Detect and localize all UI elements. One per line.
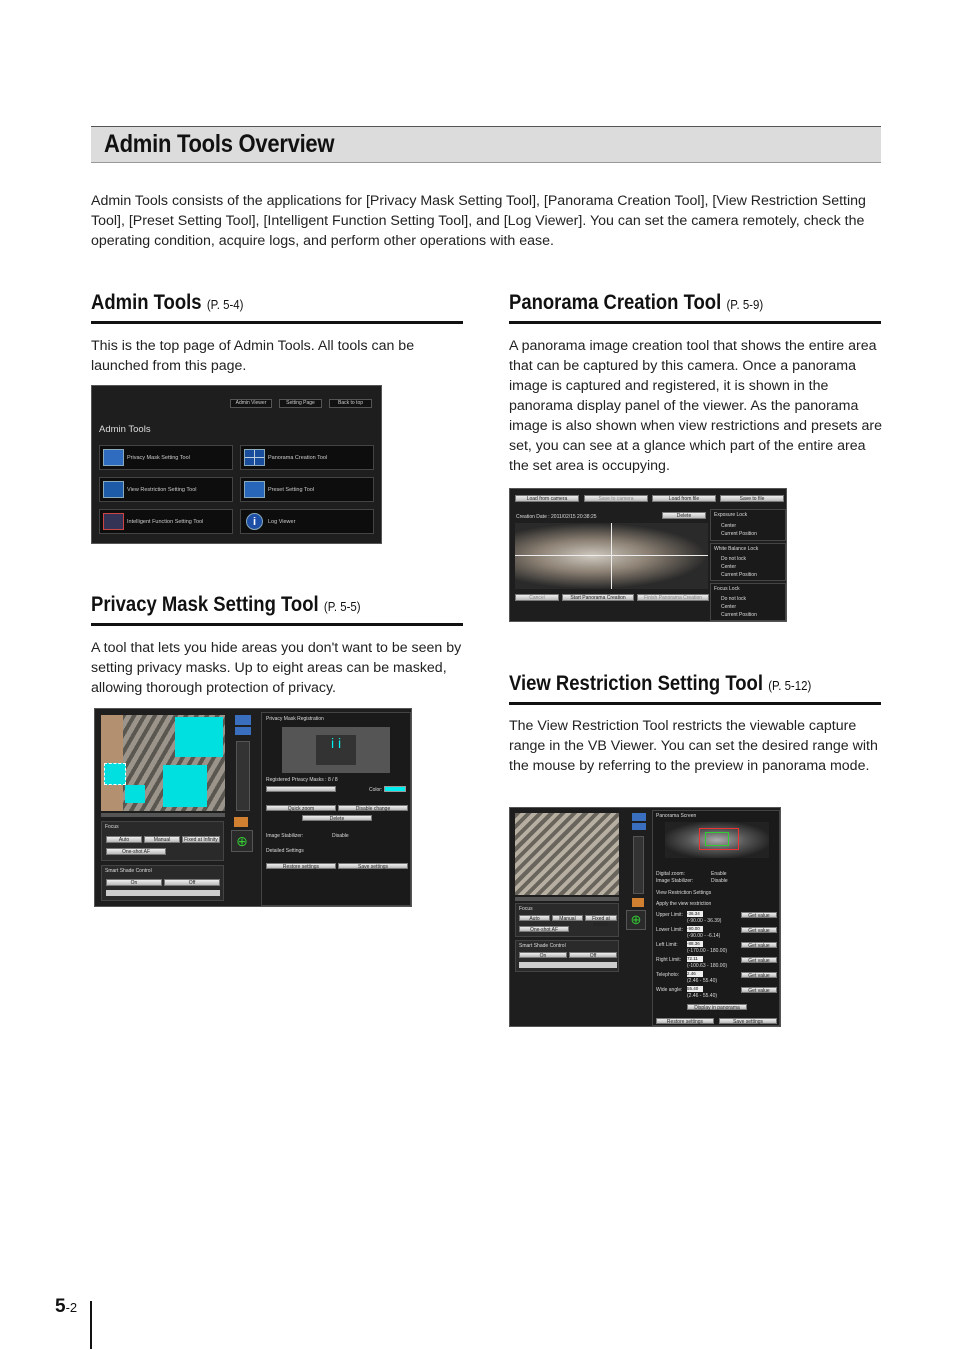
crosshair-icon[interactable]: ⊕ <box>626 910 646 930</box>
restriction-row <box>653 911 781 925</box>
white-balance-lock-group: White Balance Lock Do not lock Center Current Position <box>710 543 786 581</box>
ssc-off-button[interactable]: Off <box>164 879 220 886</box>
focus-infinity-button[interactable]: Fixed at Infinity <box>585 915 617 921</box>
admin-tools-title: Admin Tools <box>99 424 151 435</box>
color-picker[interactable] <box>384 786 406 792</box>
focus-panel: Focus Auto Manual Fixed at Infinity One-shot AF <box>515 903 619 937</box>
row-label: Lower Limit: <box>656 927 683 933</box>
log-viewer-item[interactable]: i Log Viewer <box>240 509 374 534</box>
section-heading-view-restriction <box>509 671 881 705</box>
crosshair-icon[interactable]: ⊕ <box>231 830 253 852</box>
row-value-input[interactable]: 72.11 <box>687 956 703 962</box>
section-title: Privacy Mask Setting Tool <box>91 593 319 616</box>
privacy-mask-area[interactable] <box>104 763 126 785</box>
page-number-divider <box>90 1301 92 1349</box>
radio-option[interactable]: Center <box>721 604 737 610</box>
admin-viewer-button[interactable]: Admin Viewer <box>230 399 272 408</box>
row-label: Left Limit: <box>656 942 678 948</box>
privacy-mask-tool-item[interactable]: Privacy Mask Setting Tool <box>99 445 233 470</box>
restriction-row <box>653 956 781 970</box>
intelligent-function-tool-item[interactable]: Intelligent Function Setting Tool <box>99 509 233 534</box>
panorama-preview <box>665 822 769 858</box>
restriction-row <box>653 986 781 1000</box>
row-value-input[interactable]: 2.46 <box>687 971 703 977</box>
privacy-mask-area[interactable] <box>163 765 207 807</box>
focus-panel: Focus Auto Manual Fixed at Infinity One-shot AF <box>101 821 224 861</box>
setting-page-button[interactable]: Setting Page <box>279 399 322 408</box>
restriction-row <box>653 941 781 955</box>
panorama-creation-tool-item[interactable]: Panorama Creation Tool <box>240 445 374 470</box>
row-range: (-100.63 - 180.00) <box>687 963 728 969</box>
restriction-row <box>653 971 781 985</box>
focus-auto-button[interactable]: Auto <box>519 915 550 921</box>
save-settings-button[interactable]: Save settings <box>338 863 408 869</box>
section-text-admin-tools: This is the top page of Admin Tools. All tools can be launched from this page. <box>91 338 415 374</box>
privacy-mask-registration-panel: Privacy Mask Registration i i Registered Privacy Masks : 8 / 8 Color: Quick zoom Disable change Delete Image Stabilizer: Disable Detailed Settings Restore settings Save settings <box>261 712 411 906</box>
row-value-input[interactable]: -90.00 <box>687 926 703 932</box>
save-settings-button[interactable]: Save settings <box>719 1018 777 1024</box>
row-label: Upper Limit: <box>656 912 683 918</box>
admin-tools-screenshot <box>91 385 382 544</box>
row-label: Right Limit: <box>656 957 682 963</box>
focus-lock-group: Focus Lock Do not lock Center Current Position <box>710 583 786 621</box>
save-to-camera-button[interactable]: Save to camera <box>584 495 648 502</box>
section-text-view-restriction: The View Restriction Tool restricts the viewable capture range in the VB Viewer. You can set the desired range with the mouse by referring to the preview in panorama mode. <box>509 718 878 774</box>
one-shot-af-button[interactable]: One-shot AF <box>519 926 569 932</box>
ssc-on-button[interactable]: On <box>106 879 162 886</box>
cancel-button[interactable]: Cancel <box>515 594 559 601</box>
view-restriction-panel: Panorama Screen Digital zoom: Enable Image Stabilizer: Disable View Restriction Settings Apply the view restriction Upper Limit: -36.34 (-90.00 - 36.39) Get value Lower Limit: -90.00 (-90.00 - -6.14) Get value Left Limit: -88.36 (-170.00 - 180.00) Get value Right Limit: 72.11 (-100.63 - 180.00) Get value Telephoto: 2.46 (2.46 - 55.40) Get value Wide angle: 55.40 (2.46 - 55.40) Get value Display in panorama screen Restore settings Save settings <box>652 810 780 1026</box>
finish-panorama-button[interactable]: Finish Panorama Creation <box>637 594 709 601</box>
radio-option[interactable]: Center <box>721 564 737 570</box>
focus-manual-button[interactable]: Manual <box>552 915 583 921</box>
row-range: (2.46 - 55.40) <box>687 978 718 984</box>
restore-settings-button[interactable]: Restore settings <box>266 863 336 869</box>
camera-preview <box>515 813 619 895</box>
back-to-top-button[interactable]: Back to top <box>329 399 372 408</box>
restriction-row <box>653 926 781 940</box>
camera-icon[interactable] <box>632 813 646 821</box>
pan-slider[interactable] <box>515 897 619 901</box>
privacy-mask-area[interactable] <box>175 717 223 757</box>
pan-slider[interactable] <box>101 813 225 817</box>
smart-shade-panel: Smart Shade Control On Off <box>101 865 224 901</box>
mask-name-field[interactable] <box>266 786 336 792</box>
section-title: Admin Tools <box>91 291 202 314</box>
view-restriction-tool-item[interactable]: View Restriction Setting Tool <box>99 477 233 502</box>
camera-icon[interactable] <box>235 715 251 725</box>
panorama-creation-screenshot: Load from camera Save to camera Load from file Save to file Creation Date : 2011/02/15 20:38:25 Delete Cancel Start Panorama Creation Finish Panorama Creation Exposure Lock Center Current Position White Balance Lock Do not lock Center Current Position Focus Lock Do not lock Center Current Position <box>509 488 787 622</box>
view-restriction-icon <box>103 481 124 498</box>
display-in-panorama-button[interactable]: Display in panorama screen <box>687 1004 747 1010</box>
one-shot-af-button[interactable]: One-shot AF <box>106 848 166 855</box>
view-restriction-screenshot <box>509 807 781 1027</box>
preset-icon <box>244 481 265 498</box>
page-reference: (P. 5-5) <box>323 599 361 614</box>
row-range: (-170.00 - 180.00) <box>687 948 728 954</box>
panorama-image <box>515 523 708 589</box>
delete-button[interactable]: Delete <box>302 815 372 821</box>
mask-preview: i i <box>282 727 390 773</box>
row-range: (2.46 - 55.40) <box>687 993 718 999</box>
section-text-panorama: A panorama image creation tool that shows the entire area that can be captured by this camera. Once a panorama image is captured and registered, it is shown in the panorama display panel of the viewer. As the panorama image is also shown when view restrictions and presets are set, you can see at a glance which part of the entire area the set area is occupying. <box>509 338 882 474</box>
delete-panorama-button[interactable]: Delete <box>662 512 706 519</box>
section-heading-privacy-mask <box>91 592 463 626</box>
apply-restriction-checkbox[interactable]: Apply the view restriction <box>656 901 712 907</box>
get-value-button[interactable]: Get value <box>741 927 777 933</box>
section-text-privacy-mask: A tool that lets you hide areas you don't want to be seen by setting privacy masks. Up to eight areas can be masked, allowing thorough protection of privacy. <box>91 640 462 696</box>
row-label: Telephoto: <box>656 972 680 978</box>
get-value-button[interactable]: Get value <box>741 912 777 918</box>
disable-change-button[interactable]: Disable change <box>338 805 408 811</box>
radio-option[interactable]: Center <box>721 523 737 529</box>
page-reference: (P. 5-4) <box>206 297 244 312</box>
row-range: (-90.00 - 36.39) <box>687 918 722 924</box>
load-from-camera-button[interactable]: Load from camera <box>515 495 579 502</box>
privacy-mask-area[interactable] <box>125 785 145 803</box>
detailed-settings-toggle[interactable]: Detailed Settings <box>266 848 304 854</box>
get-value-button[interactable]: Get value <box>741 957 777 963</box>
save-to-file-button[interactable]: Save to file <box>720 495 784 502</box>
exposure-lock-group: Exposure Lock Center Current Position <box>710 509 786 541</box>
quick-zoom-button[interactable]: Quick zoom <box>266 805 336 811</box>
info-icon: i <box>246 513 263 530</box>
start-panorama-button[interactable]: Start Panorama Creation <box>562 594 634 601</box>
ssc-level-scale[interactable] <box>519 962 617 968</box>
radio-option[interactable]: Current Position <box>721 612 757 618</box>
radio-option[interactable]: Current Position <box>721 572 757 578</box>
ssc-on-button[interactable]: On <box>519 952 567 958</box>
focus-infinity-button[interactable]: Fixed at Infinity <box>182 836 220 843</box>
home-icon[interactable] <box>234 817 248 827</box>
view-frame[interactable] <box>705 832 729 846</box>
page-reference: (P. 5-12) <box>768 678 812 693</box>
radio-option[interactable]: Current Position <box>721 531 757 537</box>
get-value-button[interactable]: Get value <box>741 987 777 993</box>
restore-settings-button[interactable]: Restore settings <box>656 1018 714 1024</box>
title-banner <box>91 126 881 163</box>
radio-option[interactable]: Do not lock <box>721 596 747 602</box>
panorama-grid-icon <box>244 449 265 466</box>
section-title: Panorama Creation Tool <box>509 291 722 314</box>
page-number: 5-2 <box>55 1296 78 1317</box>
ssc-level-scale[interactable] <box>106 890 220 896</box>
row-label: Wide angle: <box>656 987 683 993</box>
load-from-file-button[interactable]: Load from file <box>652 495 716 502</box>
get-value-button[interactable]: Get value <box>741 942 777 948</box>
row-value-input[interactable]: -88.36 <box>687 941 703 947</box>
camera-preview <box>101 715 225 811</box>
ssc-off-button[interactable]: Off <box>569 952 617 958</box>
preset-setting-tool-item[interactable]: Preset Setting Tool <box>240 477 374 502</box>
page-reference: (P. 5-9) <box>726 297 764 312</box>
page-title: Admin Tools Overview <box>104 130 335 158</box>
section-heading-panorama <box>509 290 881 324</box>
row-value-input[interactable]: -36.34 <box>687 911 703 917</box>
home-icon[interactable] <box>632 898 644 907</box>
intro-paragraph: Admin Tools consists of the applications for [Privacy Mask Setting Tool], [Panorama Creation Tool], [View Restriction Setting Tool], [Preset Setting Tool], [Intelligent Function Setting Tool], and [Log Viewer]. You can set the camera remotely, check the operating condition, acquire logs, and perform other operations with ease. <box>91 193 866 249</box>
get-value-button[interactable]: Get value <box>741 972 777 978</box>
radio-option[interactable]: Do not lock <box>721 556 747 562</box>
focus-manual-button[interactable]: Manual <box>144 836 180 843</box>
focus-auto-button[interactable]: Auto <box>106 836 142 843</box>
section-title: View Restriction Setting Tool <box>509 672 763 695</box>
zoom-icon[interactable] <box>632 823 646 830</box>
row-range: (-90.00 - -6.14) <box>687 933 721 939</box>
zoom-icon[interactable] <box>235 727 251 735</box>
intelligent-function-icon <box>103 513 124 530</box>
smart-shade-panel: Smart Shade Control On Off <box>515 940 619 972</box>
privacy-mask-screenshot <box>94 708 412 907</box>
row-value-input[interactable]: 55.40 <box>687 986 703 992</box>
privacy-mask-icon <box>103 449 124 466</box>
section-heading-admin-tools <box>91 290 463 324</box>
zoom-slider[interactable] <box>633 836 644 894</box>
zoom-slider[interactable] <box>236 741 250 811</box>
